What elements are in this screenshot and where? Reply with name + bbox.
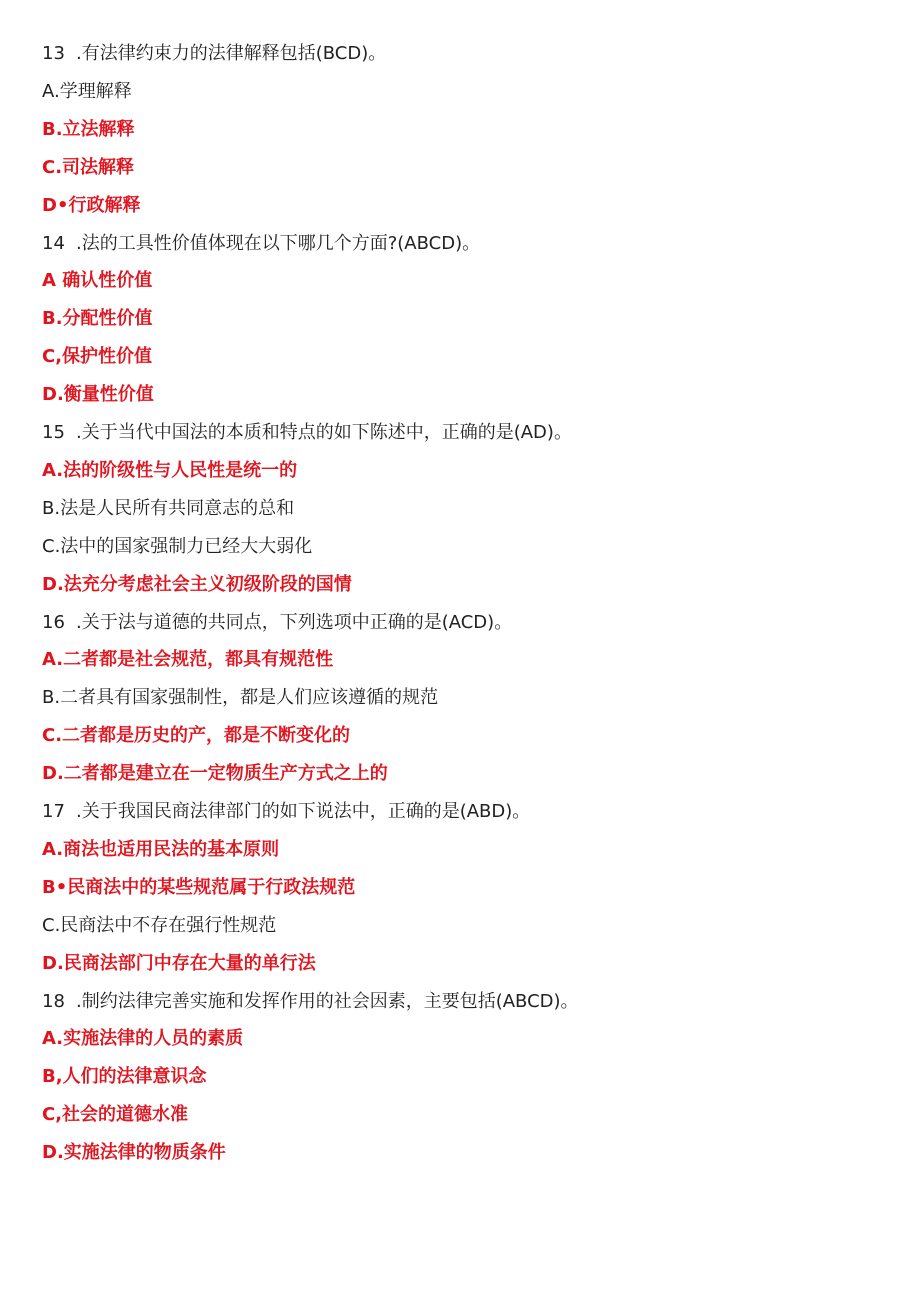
question-text: .法的工具性价值体现在以下哪几个方面?(ABCD)。 — [76, 232, 481, 254]
question-number: 15 — [42, 422, 65, 443]
correct-option: D•行政解释 — [42, 194, 141, 216]
correct-option: C,社会的道德水准 — [42, 1104, 189, 1126]
option: B.法是人民所有共同意志的总和 — [42, 497, 295, 519]
correct-option: B.立法解释 — [42, 118, 135, 140]
option: C.民商法中不存在强行性规范 — [42, 914, 277, 936]
option: A.学理解释 — [42, 80, 132, 102]
question-text: .制约法律完善实施和发挥作用的社会因素，主要包括(ABCD)。 — [76, 990, 579, 1012]
question-14 — [42, 232, 480, 256]
correct-option: D.衡量性价值 — [42, 384, 154, 406]
question-number: 18 — [42, 990, 65, 1012]
question-number: 13 — [42, 43, 65, 64]
correct-option: A.实施法律的人员的素质 — [42, 1028, 244, 1050]
question-16 — [42, 611, 512, 635]
correct-option: D.二者都是建立在一定物质生产方式之上的 — [42, 763, 388, 785]
question-text: .关于法与道德的共同点，下列选项中正确的是(ACD)。 — [76, 611, 513, 633]
correct-option: B.分配性价值 — [42, 308, 153, 330]
correct-option: A.商法也适用民法的基本原则 — [42, 838, 280, 860]
question-number: 17 — [42, 801, 65, 822]
correct-option: C.司法解释 — [42, 156, 135, 178]
question-number: 16 — [42, 611, 65, 633]
correct-option: A.二者都是社会规范，都具有规范性 — [42, 649, 334, 671]
correct-option: C.二者都是历史的产，都是不断变化的 — [42, 725, 351, 747]
option: B.二者具有国家强制性，都是人们应该遵循的规范 — [42, 687, 439, 709]
question-15 — [42, 421, 572, 445]
question-text: .有法律约束力的法律解释包括(BCD)。 — [76, 43, 387, 64]
correct-option: D.民商法部门中存在大量的单行法 — [42, 952, 316, 974]
correct-option: D.法充分考虑社会主义初级阶段的国情 — [42, 573, 352, 595]
correct-option: B,人们的法律意识念 — [42, 1066, 207, 1088]
question-text: .关于我国民商法律部门的如下说法中，正确的是(ABD)。 — [76, 801, 531, 822]
question-text: .关于当代中国法的本质和特点的如下陈述中，正确的是(AD)。 — [76, 422, 572, 443]
question-13 — [42, 42, 386, 66]
correct-option: A 确认性价值 — [42, 270, 153, 292]
option: C.法中的国家强制力已经大大弱化 — [42, 535, 313, 557]
correct-option: D.实施法律的物质条件 — [42, 1142, 226, 1164]
question-18 — [42, 990, 579, 1014]
question-17 — [42, 800, 530, 824]
correct-option: B•民商法中的某些规范属于行政法规范 — [42, 876, 356, 898]
correct-option: C,保护性价值 — [42, 346, 153, 368]
question-number: 14 — [42, 232, 65, 254]
correct-option: A.法的阶级性与人民性是统一的 — [42, 459, 298, 481]
